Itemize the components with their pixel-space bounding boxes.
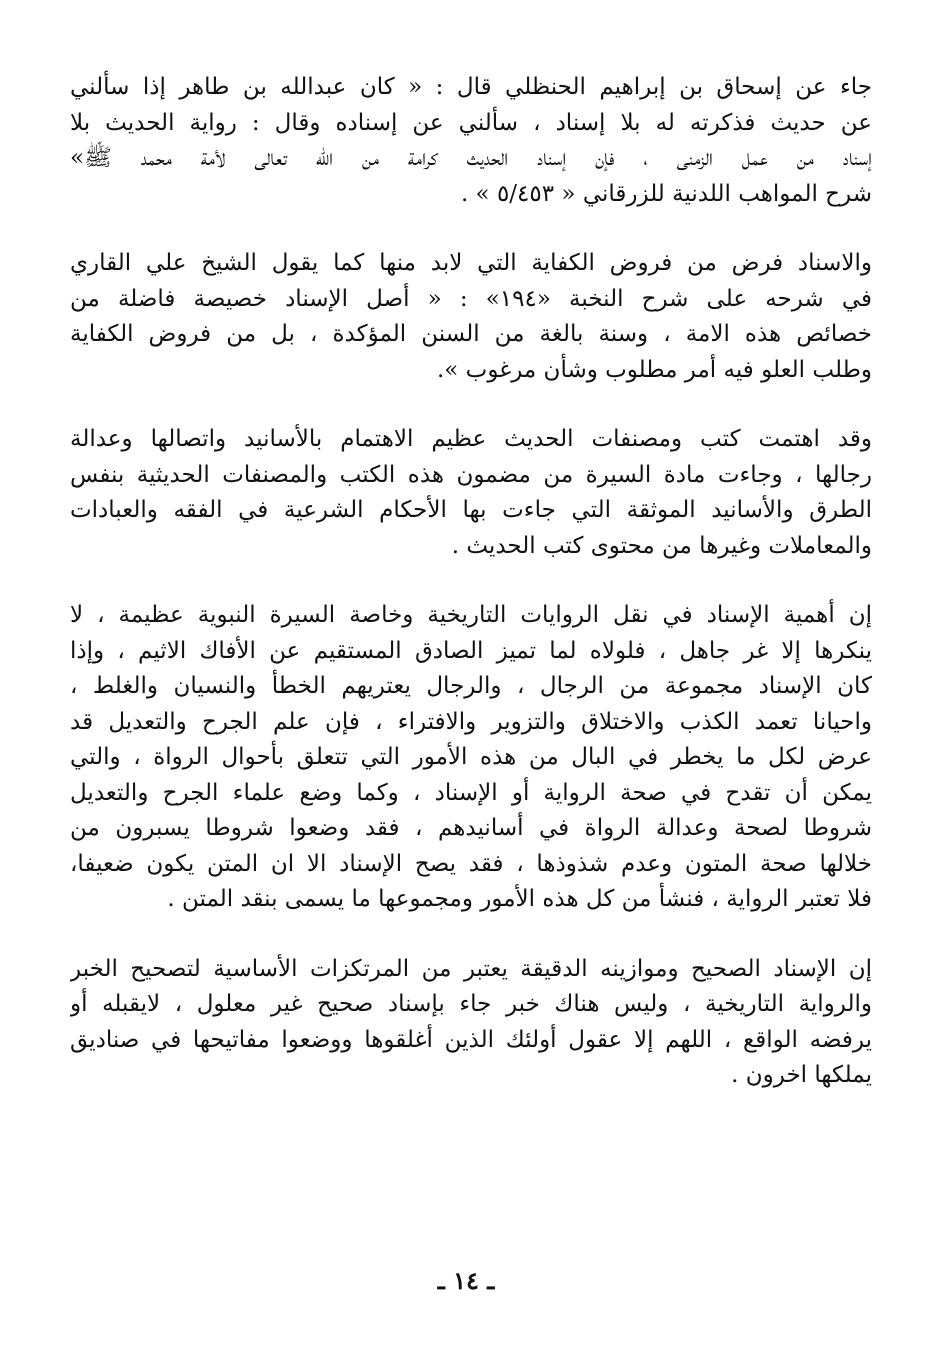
text-line: شرح المواهب اللدنية للزرقاني « ٥/٤٥٣ » . xyxy=(460,180,872,207)
text-line: في شرحه على شرح النخبة «١٩٤» : « أصل الإسناد خصيصة فاضلة من xyxy=(70,285,872,312)
text-line: ينكرها إلا غر جاهل ، فلولاه لما تميز الصادق المستقيم عن الأفاك الاثيم ، وإذا xyxy=(70,637,872,664)
text-line: شروطا لصحة وعدالة الرواة في أسانيدهم ، فقد وضعوا شروطا يسبرون من xyxy=(70,815,872,841)
text-line: فلا تعتبر الرواية ، فنشأ من كل هذه الأمور ومجموعها ما يسمى بنقد المتن . xyxy=(167,886,872,912)
text-line: يرفضه الواقع ، اللهم إلا عقول أولئك الذين أغلقوها ووضعوا مفاتيحها في صناديق xyxy=(70,1026,872,1053)
text-line: والمعاملات وغيرها من محتوى كتب الحديث . xyxy=(451,532,872,559)
paragraph-isnad-obligation xyxy=(70,246,872,388)
text-line: عرض لكل ما يخطر في البال من هذه الأمور التي تتعلق بأحوال الرواة ، والتي xyxy=(70,744,872,770)
text-line: كان الإسناد مجموعة من الرجال ، والرجال يعتريهم الخطأ والنسيان والغلط ، xyxy=(70,673,872,699)
text-line: عن حديث فذكرته له بلا إسناد ، سألني عن إسناده وقال : رواية الحديث بلا xyxy=(70,109,872,136)
text-line: وطلب العلو فيه أمر مطلوب وشأن مرغوب ». xyxy=(436,356,872,383)
text-line: رجالها ، وجاءت مادة السيرة من مضمون هذه الكتب والمصنفات الحديثية بنفس xyxy=(70,461,872,488)
paragraph-isnad-importance xyxy=(70,598,872,918)
paragraph-sound-isnad xyxy=(70,952,872,1094)
text-line: الطرق والأسانيد الموثقة التي جاءت بها الأحكام الشرعية في الفقه والعبادات xyxy=(70,497,872,523)
text-line: والاسناد فرض من فروض الكفاية التي لابد منها كما يقول الشيخ علي القاري xyxy=(70,250,872,276)
text-line: خلالها صحة المتون وعدم شذوذها ، فقد يصح الإسناد الا ان المتن يكون ضعيفا، xyxy=(70,850,872,877)
text-line: جاء عن إسحاق بن إبراهيم الحنظلي قال : « كان عبدالله بن طاهر إذا سألني xyxy=(70,74,872,100)
text-line: إن أهمية الإسناد في نقل الروايات التاريخية وخاصة السيرة النبوية عظيمة ، لا xyxy=(70,602,872,628)
text-line: إن الإسناد الصحيح وموازينه الدقيقة يعتبر من المرتكزات الأساسية لتصحيح الخبر xyxy=(70,955,872,982)
paragraph-isnad-quote xyxy=(70,70,872,212)
text-line: إسناد من عمل الزمنى ، فإن إسناد الحديث كرامة من الله تعالى لأمة محمد ﷺ» xyxy=(70,145,872,171)
text-line: والرواية التاريخية ، وليس هناك خبر جاء بإسناد صحيح غير معلول ، لايقبله أو xyxy=(70,991,872,1017)
text-line: خصائص هذه الامة ، وسنة بالغة من السنن المؤكدة ، بل من فروض الكفاية xyxy=(70,321,872,347)
text-line: واحيانا تعمد الكذب والاختلاق والتزوير والافتراء ، فإن علم الجرح والتعديل قد xyxy=(70,708,872,735)
page-body xyxy=(70,70,872,1128)
page-number: ـ ١٤ ـ xyxy=(437,1266,495,1295)
text-line: وقد اهتمت كتب ومصنفات الحديث عظيم الاهتمام بالأسانيد واتصالها وعدالة xyxy=(70,426,872,452)
text-line: يملكها اخرون . xyxy=(731,1062,872,1088)
paragraph-hadith-books xyxy=(70,422,872,564)
text-line: يمكن أن تقدح في صحة الرواية أو الإسناد ، وكما وضع علماء الجرح والتعديل xyxy=(70,779,872,806)
